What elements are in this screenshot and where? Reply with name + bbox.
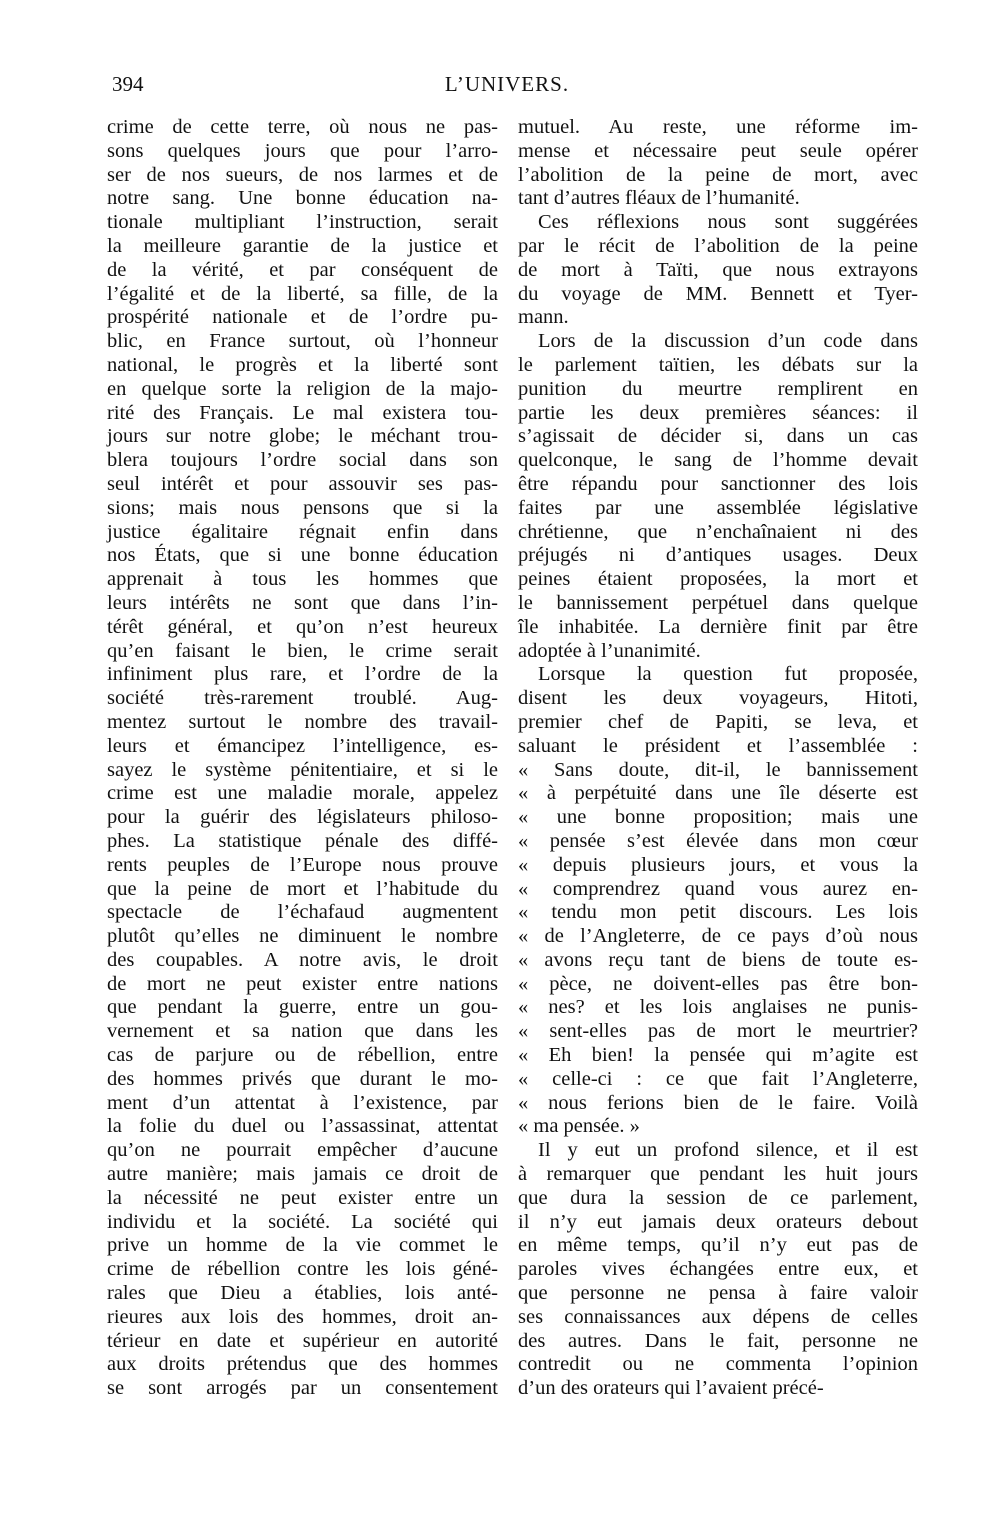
text-line: de mort ne peut exister entre nations (107, 972, 498, 995)
text-line: « Eh bien! la pensée qui m’agite est (518, 1044, 918, 1067)
text-line: d’un des orateurs qui l’avaient précé- (518, 1377, 824, 1400)
text-line: crime de rébellion contre les lois géné- (107, 1258, 498, 1281)
text-line: des hommes privés que durant le mo- (107, 1067, 498, 1090)
text-line: « de l’Angleterre, de ce pays d’où nous (518, 925, 918, 948)
text-line: Il y eut un profond silence, et il est (538, 1139, 918, 1162)
text-line: Ces réflexions nous sont suggérées (538, 211, 918, 234)
text-line: du voyage de MM. Bennett et Tyer- (518, 282, 918, 305)
text-line: « une bonne proposition; mais une (518, 806, 918, 829)
text-line: térêt général, et qu’on n’est heureux (107, 615, 498, 638)
text-line: « pèce, ne doivent-elles pas être bon- (518, 972, 918, 995)
text-line: mann. (518, 306, 569, 329)
text-line: saluant le président et l’assemblée : (518, 734, 918, 757)
text-line: leurs intérêts ne sont que dans l’in- (107, 591, 498, 614)
text-line: de la vérité, et par conséquent de (107, 258, 498, 281)
text-line: disent les deux voyageurs, Hitoti, (518, 687, 918, 710)
text-line: « nous ferions bien de le faire. Voilà (518, 1091, 918, 1114)
text-line: tionale multipliant l’instruction, serait (107, 211, 498, 234)
text-line: se sont arrogés par un consentement (107, 1377, 498, 1400)
text-line: ment d’un attentat à l’existence, par (107, 1091, 498, 1114)
text-line: Lors de la discussion d’un code dans (538, 330, 918, 353)
text-line: ser de nos sueurs, de nos larmes et de (107, 163, 498, 186)
text-line: nos États, que si une bonne éducation (107, 544, 498, 567)
text-line: l’égalité et de la liberté, sa fille, de la (107, 282, 498, 305)
text-line: chrétienne, que n’enchaînaient ni des (518, 520, 918, 543)
text-line: justice égalitaire régnait enfin dans (107, 520, 498, 543)
text-line: île inhabitée. La dernière finit par être (518, 615, 918, 638)
text-line: qu’en faisant le bien, le crime serait (107, 639, 498, 662)
text-line: « Sans doute, dit-il, le bannissement (518, 758, 918, 781)
text-line: sons quelques jours que pour l’arro- (107, 139, 498, 162)
text-line: « depuis plusieurs jours, et vous la (518, 853, 918, 876)
text-line: vernement et sa nation que dans les (107, 1020, 498, 1043)
text-line: ses connaissances aux dépens de celles (518, 1305, 918, 1328)
text-line: la nécessité ne peut exister entre un (107, 1186, 498, 1209)
text-line: premier chef de Papiti, se leva, et (518, 710, 918, 733)
text-line: des autres. Dans le fait, personne ne (518, 1329, 918, 1352)
text-line: spectacle de l’échafaud augmentent (107, 901, 498, 924)
text-line: rales que Dieu a établies, lois anté- (107, 1282, 498, 1305)
text-line: prive un homme de la vie commet le (107, 1234, 498, 1257)
text-line: mense et nécessaire peut seule opérer (518, 139, 918, 162)
text-line: « pensée s’est élevée dans mon cœur (518, 829, 918, 852)
text-line: « ma pensée. » (518, 1115, 640, 1138)
text-line: prospérité nationale et de l’ordre pu- (107, 306, 498, 329)
text-line: seul intérêt et pour assouvir ses pas- (107, 472, 498, 495)
text-line: apprenait à tous les hommes que (107, 568, 498, 591)
text-line: sions; mais nous pensons que si la (107, 496, 498, 519)
text-line: le bannissement perpétuel dans quelque (518, 591, 918, 614)
text-line: « comprendrez quand vous aurez en- (518, 877, 918, 900)
text-line: en même temps, qu’il n’y eut pas de (518, 1234, 918, 1257)
text-line: national, le progrès et la liberté sont (107, 353, 498, 376)
text-line: notre sang. Une bonne éducation na- (107, 187, 498, 210)
text-line: être répandu pour sanctionner des lois (518, 472, 918, 495)
text-line: paroles vives échangées entre eux, et (518, 1258, 918, 1281)
text-line: que personne ne pensa à faire valoir (518, 1282, 918, 1305)
text-line: rents peuples de l’Europe nous prouve (107, 853, 498, 876)
text-line: la meilleure garantie de la justice et (107, 234, 498, 257)
running-title: L’UNIVERS. (444, 72, 570, 96)
text-line: l’abolition de la peine de mort, avec (518, 163, 918, 186)
text-line: blera toujours l’ordre social dans son (107, 449, 498, 472)
text-line: blic, en France surtout, où l’honneur (107, 330, 498, 353)
text-line: térieur en date et supérieur en autorité (107, 1329, 498, 1352)
text-line: s’agissait de décider si, dans un cas (518, 425, 918, 448)
text-line: Lorsque la question fut proposée, (538, 663, 918, 686)
text-line: tant d’autres fléaux de l’humanité. (518, 187, 800, 210)
left-column (107, 116, 498, 1401)
text-line: il n’y eut jamais deux orateurs debout (518, 1210, 918, 1233)
text-line: mentez surtout le nombre des travail- (107, 710, 498, 733)
text-line: société très-rarement troublé. Aug- (107, 687, 498, 710)
text-line: autre manière; mais jamais ce droit de (107, 1163, 498, 1186)
text-line: jours sur notre globe; le méchant trou- (107, 425, 498, 448)
text-line: infiniment plus rare, et l’ordre de la (107, 663, 498, 686)
text-line: rieures aux lois des hommes, droit an- (107, 1305, 498, 1328)
text-line: aux droits prétendus que des hommes (107, 1353, 498, 1376)
text-line: contredit ou ne commenta l’opinion (518, 1353, 918, 1376)
text-line: peines étaient proposées, la mort et (518, 568, 918, 591)
text-line: rité des Français. Le mal existera tou- (107, 401, 498, 424)
text-line: leurs et émancipez l’intelligence, es- (107, 734, 498, 757)
text-line: faites par une assemblée législative (518, 496, 918, 519)
text-line: que la peine de mort et l’habitude du (107, 877, 498, 900)
text-line: le parlement taïtien, les débats sur la (518, 353, 918, 376)
text-line: cas de parjure ou de rébellion, entre (107, 1044, 498, 1067)
text-line: partie les deux premières séances: il (518, 401, 918, 424)
text-line: préjugés ni d’antiques usages. Deux (518, 544, 918, 567)
text-line: « sent-elles pas de mort le meurtrier? (518, 1020, 918, 1043)
text-line: de mort à Taïti, que nous extrayons (518, 258, 918, 281)
text-line: des coupables. A notre avis, le droit (107, 948, 498, 971)
text-line: « celle-ci : ce que fait l’Angleterre, (518, 1067, 918, 1090)
right-column (518, 116, 918, 1401)
text-line: punition du meurtre remplirent en (518, 377, 918, 400)
text-line: plutôt qu’elles ne diminuent le nombre (107, 925, 498, 948)
text-line: en quelque sorte la religion de la majo- (107, 377, 498, 400)
text-line: crime est une maladie morale, appelez (107, 782, 498, 805)
text-line: qu’on ne pourrait empêcher d’aucune (107, 1139, 498, 1162)
text-line: « tendu mon petit discours. Les lois (518, 901, 918, 924)
text-line: que dura la session de ce parlement, (518, 1186, 918, 1209)
text-line: à remarquer que pendant les huit jours (518, 1163, 918, 1186)
text-line: quelconque, le sang de l’homme devait (518, 449, 918, 472)
text-line: adoptée à l’unanimité. (518, 639, 701, 662)
text-line: par le récit de l’abolition de la peine (518, 234, 918, 257)
text-line: mutuel. Au reste, une réforme im- (518, 116, 918, 138)
text-line: phes. La statistique pénale des diffé- (107, 829, 498, 852)
text-line: « à perpétuité dans une île déserte est (518, 782, 918, 805)
text-line: pour la guérir des législateurs philoso- (107, 806, 498, 829)
text-line: individu et la société. La société qui (107, 1210, 498, 1233)
text-line: que pendant la guerre, entre un gou- (107, 996, 498, 1019)
text-line: sayez le système pénitentiaire, et si le (107, 758, 498, 781)
text-line: crime de cette terre, où nous ne pas- (107, 116, 498, 138)
text-line: la folie du duel ou l’assassinat, attentat (107, 1115, 498, 1138)
text-line: « nes? et les lois anglaises ne punis- (518, 996, 918, 1019)
text-line: « avons reçu tant de biens de toute es- (518, 948, 918, 971)
page-number: 394 (112, 72, 144, 96)
